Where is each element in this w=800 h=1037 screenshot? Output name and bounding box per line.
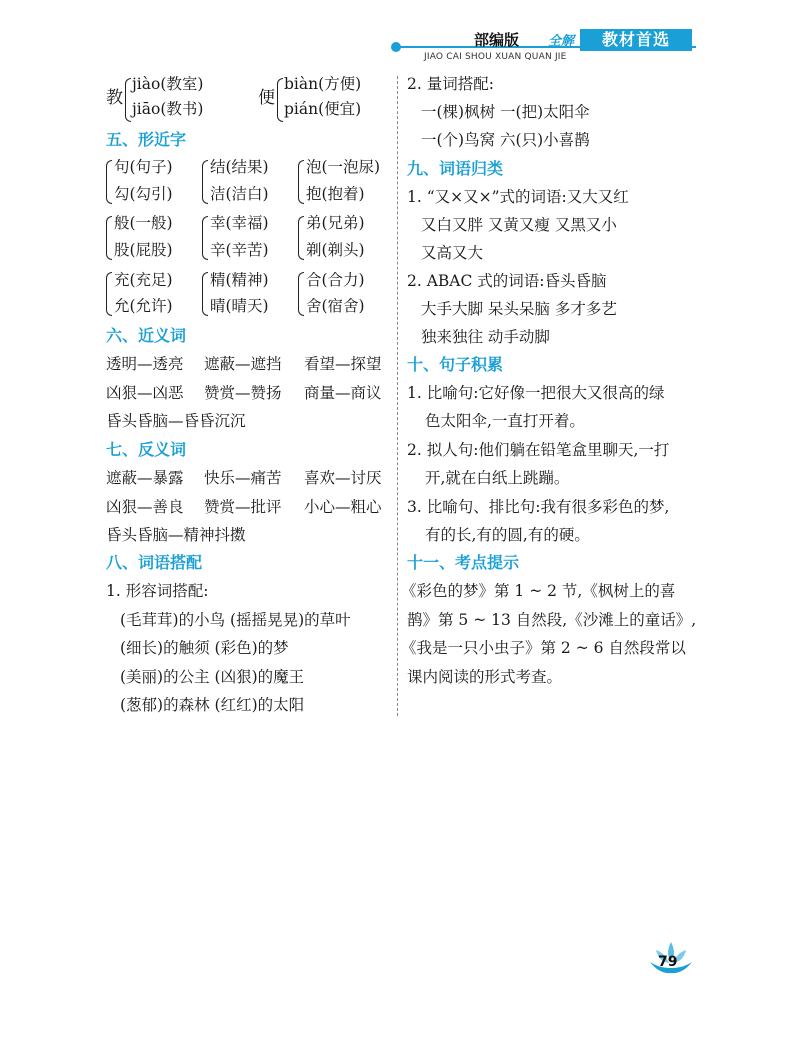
synonym-pair: 商量—商议 — [304, 384, 382, 402]
section-title-11: 十一、考点提示 — [407, 553, 520, 572]
subsection-heading: 1. 形容词搭配: — [106, 582, 209, 600]
similar-char: 允(允许) — [114, 297, 173, 315]
word-group-line: 又白又胖 又黄又瘦 又黑又小 — [421, 216, 617, 234]
antonym-pair: 快乐—痛苦 — [204, 469, 282, 487]
synonym-pair: 透明—透亮 — [106, 355, 184, 373]
brace — [202, 272, 208, 316]
similar-char: 句(句子) — [114, 158, 173, 176]
polyphone-reading: jiāo(教书) — [132, 100, 204, 118]
section-title-5: 五、形近字 — [106, 130, 187, 149]
brace — [277, 78, 283, 122]
sentence-line: 3. 比喻句、排比句:我有很多彩色的梦, — [407, 498, 670, 516]
similar-char: 弟(兄弟) — [306, 214, 365, 232]
series-pinyin: JIAO CAI SHOU XUAN QUAN JIE — [424, 52, 567, 62]
antonym-pair: 遮蔽—暴露 — [106, 469, 184, 487]
synonym-pair: 看望—探望 — [304, 355, 382, 373]
word-group-line: 1. “又×又×”式的词语:又大又红 — [407, 188, 629, 206]
section-title-10: 十、句子积累 — [407, 355, 504, 374]
edition-label: 部编版 — [474, 31, 520, 49]
similar-char: 辛(辛苦) — [210, 241, 269, 259]
collocation-line: (葱郁)的森林 (红红)的太阳 — [120, 696, 305, 714]
column-divider — [397, 76, 398, 716]
similar-char: 泡(一泡尿) — [306, 158, 381, 176]
similar-char: 般(一般) — [114, 214, 173, 232]
section-title-6: 六、近义词 — [106, 326, 187, 345]
collocation-line: (细长)的触须 (彩色)的梦 — [120, 639, 289, 657]
similar-char: 晴(晴天) — [210, 297, 269, 315]
polyphone-char-jiao: 教 — [106, 88, 123, 108]
similar-char: 剃(剃头) — [306, 241, 365, 259]
polyphone-reading: jiào(教室) — [132, 75, 204, 93]
brace — [202, 216, 208, 260]
similar-char: 结(结果) — [210, 158, 269, 176]
word-group-line: 大手大脚 呆头呆脑 多才多艺 — [421, 300, 617, 318]
similar-char: 幸(幸福) — [210, 214, 269, 232]
collocation-line: (美丽)的公主 (凶狠)的魔王 — [120, 668, 305, 686]
antonym-pair: 喜欢—讨厌 — [304, 469, 382, 487]
word-group-line: 又高又大 — [421, 244, 484, 262]
polyphone-reading: pián(便宜) — [284, 100, 362, 118]
exam-tip-line: 鹊》第 5 ~ 13 自然段,《沙滩上的童话》, — [407, 611, 697, 629]
word-group-line: 2. ABAC 式的词语:昏头昏脑 — [407, 272, 607, 290]
sentence-line: 1. 比喻句:它好像一把很大又很高的绿 — [407, 384, 665, 402]
brace — [106, 216, 112, 260]
measure-word-line: 一(棵)枫树 一(把)太阳伞 — [421, 103, 590, 121]
synonym-pair: 遮蔽—遮挡 — [204, 355, 282, 373]
exam-tip-line: 《彩色的梦》第 1 ~ 2 节,《枫树上的喜 — [401, 582, 676, 600]
brace — [106, 272, 112, 316]
similar-char: 合(合力) — [306, 271, 365, 289]
word-group-line: 独来独往 动手动脚 — [421, 328, 550, 346]
antonym-pair: 赞赏—批评 — [204, 498, 282, 516]
page-number: 79 — [658, 954, 678, 970]
similar-char: 勾(勾引) — [114, 185, 173, 203]
exam-tip-line: 《我是一只小虫子》第 2 ~ 6 自然段常以 — [401, 639, 686, 657]
similar-char: 洁(洁白) — [210, 185, 269, 203]
brace — [106, 160, 112, 204]
similar-char: 充(充足) — [114, 271, 173, 289]
polyphone-reading: biàn(方便) — [284, 75, 362, 93]
exam-tip-line: 课内阅读的形式考查。 — [407, 668, 563, 686]
synonym-pair: 凶狠—凶恶 — [106, 384, 184, 402]
similar-char: 抱(抱着) — [306, 185, 365, 203]
sentence-line: 2. 拟人句:他们躺在铅笔盒里聊天,一打 — [407, 441, 670, 459]
brace — [125, 78, 131, 122]
sentence-line: 色太阳伞,一直打开着。 — [425, 412, 585, 430]
measure-word-line: 一(个)鸟窝 六(只)小喜鹊 — [421, 131, 590, 149]
brace — [298, 272, 304, 316]
sentence-line: 开,就在白纸上跳蹦。 — [425, 469, 570, 487]
section-title-7: 七、反义词 — [106, 440, 187, 459]
antonym-pair: 小心—粗心 — [304, 498, 382, 516]
section-title-8: 八、词语搭配 — [106, 553, 203, 572]
antonym-pair: 昏头昏脑—精神抖擞 — [106, 526, 246, 544]
polyphone-char-bian: 便 — [258, 88, 275, 108]
section-title-9: 九、词语归类 — [407, 159, 504, 178]
similar-char: 股(屁股) — [114, 241, 173, 259]
synonym-pair: 赞赏—赞扬 — [204, 384, 282, 402]
similar-char: 舍(宿舍) — [306, 297, 365, 315]
similar-char: 精(精神) — [210, 271, 269, 289]
quanjie-logo: 全解 — [548, 34, 575, 49]
sentence-line: 有的长,有的圆,有的硬。 — [425, 526, 590, 544]
brace — [298, 216, 304, 260]
brace — [202, 160, 208, 204]
subsection-heading: 2. 量词搭配: — [407, 75, 494, 93]
page-number-badge — [648, 940, 694, 980]
antonym-pair: 凶狠—善良 — [106, 498, 184, 516]
collocation-line: (毛茸茸)的小鸟 (摇摇晃晃)的草叶 — [120, 611, 351, 629]
brace — [298, 160, 304, 204]
series-title: 教材首选 — [580, 29, 692, 51]
synonym-pair: 昏头昏脑—昏昏沉沉 — [106, 412, 246, 430]
